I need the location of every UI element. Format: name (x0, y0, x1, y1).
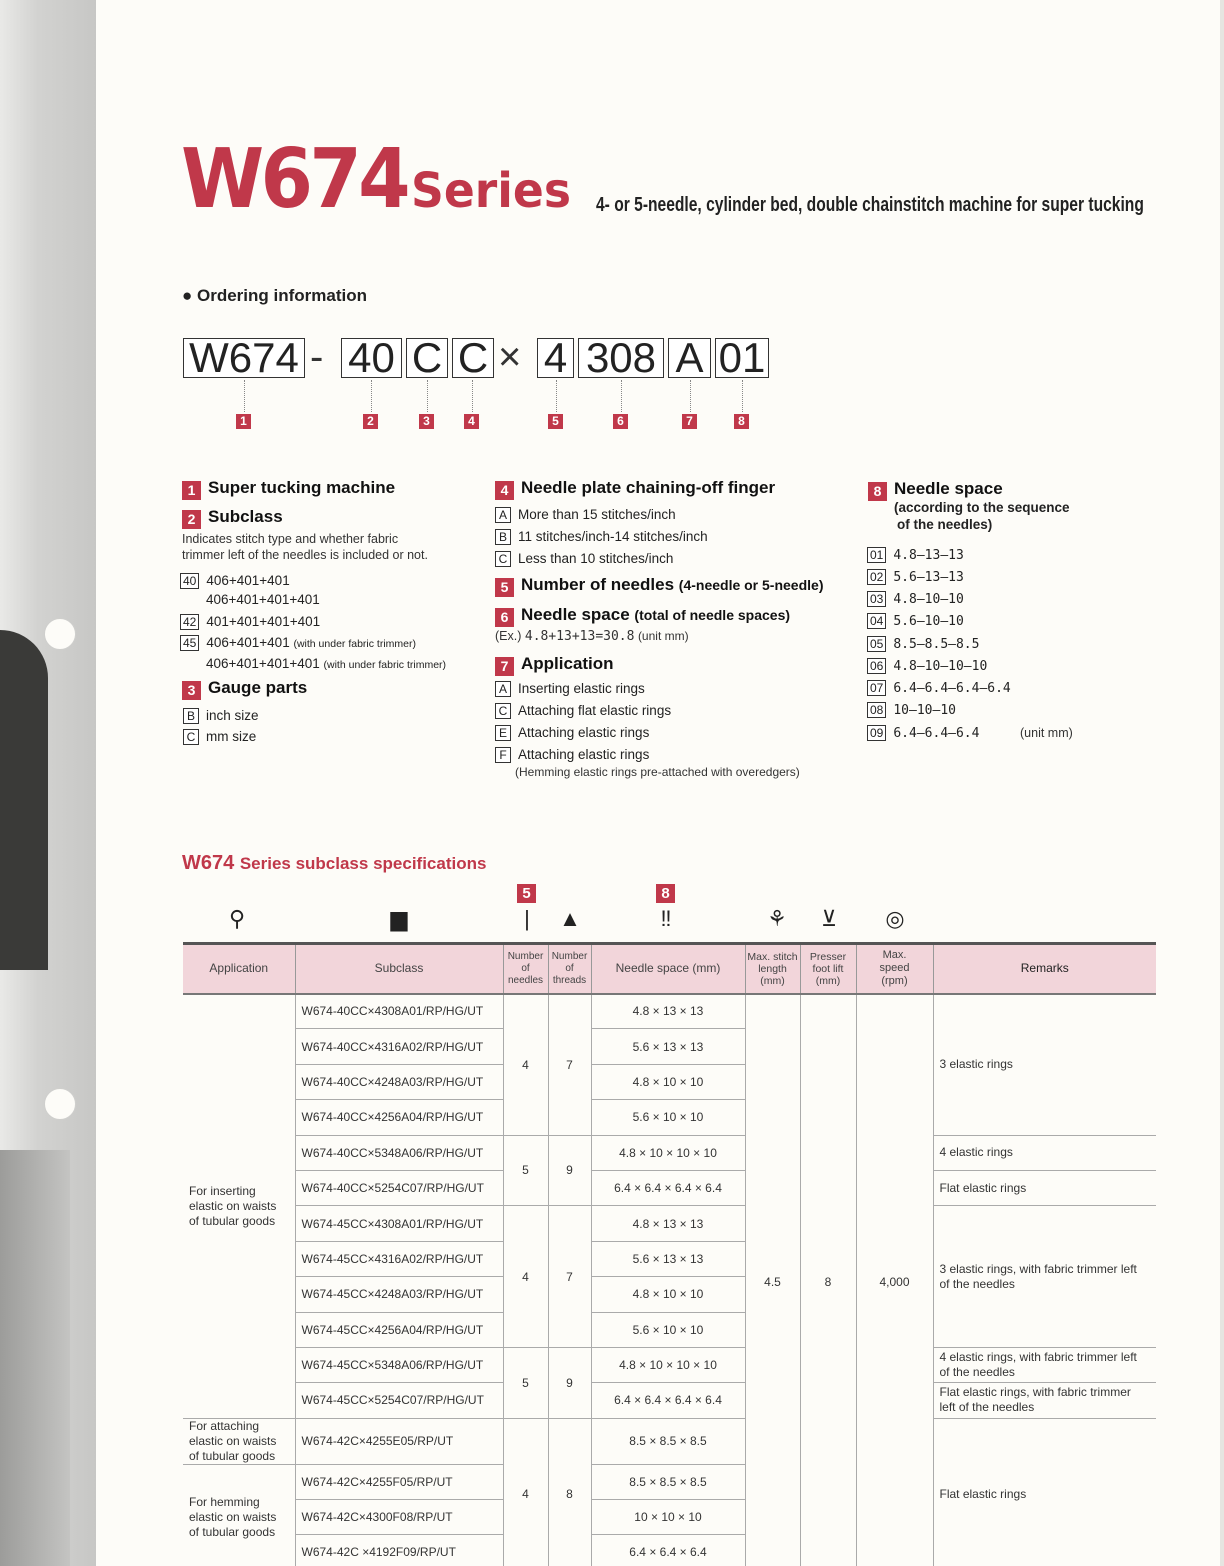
finger-item: C Less than 10 stitches/inch (495, 551, 673, 567)
gauge-item: B inch size (183, 708, 259, 724)
speed-cell: 4,000 (856, 994, 933, 1566)
leader-line (742, 380, 743, 412)
presser-foot-icon: ⊻ (820, 906, 838, 931)
needle-space-icon: ‼ (660, 906, 672, 931)
code-box-finger: C (452, 338, 494, 378)
speed-icon: ◎ (885, 906, 905, 931)
application-item: F Attaching elastic rings (495, 747, 649, 763)
needle-space-cell: 6.4 × 6.4 × 6.4 × 6.4 (591, 1170, 745, 1205)
code-box-needle-space: 01 (715, 338, 769, 378)
header-threads: Number of threads (548, 944, 591, 994)
page-title-model: W674 (181, 132, 407, 227)
needle-space-cell: 5.6 × 10 × 10 (591, 1312, 745, 1347)
needle-space-cell: 10 × 10 × 10 (591, 1500, 745, 1535)
needles-cell: 5 (503, 1135, 548, 1206)
code-box-needles: 4 (537, 338, 574, 378)
table-row (183, 1347, 1156, 1382)
table-row (183, 1206, 1156, 1241)
needle-space-cell: 4.8 × 10 × 10 × 10 (591, 1135, 745, 1170)
needle-space-item: 08 10—10—10 (867, 702, 956, 718)
header-needle-space: Needle space (mm) (591, 944, 745, 994)
needles-cell: 4 (503, 1418, 548, 1566)
subclass-42: 42 401+401+401+401 (180, 614, 320, 630)
application-hemming: For hemming elastic on waists of tubular goods (183, 1464, 295, 1566)
needle-space-item: 04 5.6—10—10 (867, 613, 964, 629)
column-marker-8: 8 (656, 884, 675, 903)
needle-space-cell: 6.4 × 6.4 × 6.4 × 6.4 (591, 1383, 745, 1418)
application-item: A Inserting elastic rings (495, 681, 645, 697)
finger-item: B 11 stitches/inch-14 stitches/inch (495, 529, 708, 545)
binder-shadow (0, 630, 48, 970)
needle-space-item: 01 4.8—13—13 (867, 547, 964, 563)
needle-space-cell: 4.8 × 10 × 10 (591, 1277, 745, 1312)
application-item: C Attaching flat elastic rings (495, 703, 671, 719)
spec-table-title: W674 Series subclass specifications (182, 852, 487, 874)
application-item-note: (Hemming elastic rings pre-attached with overedgers) (515, 765, 800, 779)
marker-2: 2 (363, 414, 378, 429)
application-inserting: For inserting elastic on waists of tubular goods (183, 994, 295, 1419)
gauge-item: C mm size (183, 729, 256, 745)
subclass-40: 40 406+401+401 (180, 573, 290, 589)
marker-1: 1 (236, 414, 251, 429)
remarks-cell: 4 elastic rings, with fabric trimmer left of the needles (933, 1347, 1156, 1382)
needle-space-cell: 6.4 × 6.4 × 6.4 (591, 1535, 745, 1566)
needle-space-item: 03 4.8—10—10 (867, 591, 964, 607)
section-2-heading: 2 Subclass (182, 507, 283, 529)
section-5-heading: 5 Number of needles (4-needle or 5-needle) (495, 575, 823, 597)
section-8-heading: 8 Needle space (868, 479, 1003, 501)
section-3-heading: 3 Gauge parts (182, 678, 307, 700)
threads-cell: 7 (548, 994, 591, 1136)
marker-3: 3 (419, 414, 434, 429)
threads-cell: 9 (548, 1347, 591, 1418)
subclass-cell: W674-42C×4255F05/RP/UT (295, 1464, 503, 1499)
header-application: Application (183, 944, 295, 994)
marker-5: 5 (548, 414, 563, 429)
subclass-cell: W674-45CC×5254C07/RP/HG/UT (295, 1383, 503, 1418)
punch-hole-bottom (44, 1088, 76, 1120)
marker-8: 8 (734, 414, 749, 429)
marker-7: 7 (682, 414, 697, 429)
ordering-heading: ● Ordering information (182, 286, 367, 305)
subclass-cell: W674-42C×4255E05/RP/UT (295, 1418, 503, 1464)
application-attaching: For attaching elastic on waists of tubular goods (183, 1418, 295, 1464)
needles-cell: 4 (503, 1206, 548, 1348)
subclass-40-line2: 406+401+401+401 (206, 592, 320, 607)
stitch-length-cell: 4.5 (745, 994, 800, 1566)
threads-cell: 7 (548, 1206, 591, 1348)
subclass-cell: W674-45CC×4248A03/RP/HG/UT (295, 1277, 503, 1312)
needle-space-item: 09 6.4—6.4—6.4 (867, 725, 979, 741)
needle-space-item: 02 5.6—13—13 (867, 569, 964, 585)
remarks-cell: 3 elastic rings (933, 994, 1156, 1136)
leader-line (556, 380, 557, 412)
needle-space-cell: 5.6 × 13 × 13 (591, 1029, 745, 1064)
needle-space-cell: 5.6 × 13 × 13 (591, 1241, 745, 1276)
section-4-heading: 4 Needle plate chaining-off finger (495, 478, 775, 500)
leader-line (472, 380, 473, 412)
presser-lift-cell: 8 (800, 994, 856, 1566)
column-marker-5: 5 (517, 884, 536, 903)
threads-cell: 9 (548, 1135, 591, 1206)
code-times: × (498, 335, 522, 379)
application-icon: ⚲ (228, 906, 246, 931)
needle-space-cell: 4.8 × 13 × 13 (591, 1206, 745, 1241)
table-row (183, 994, 1156, 1029)
leader-line (244, 380, 245, 412)
stitch-length-icon: ⚘ (767, 906, 787, 931)
application-item: E Attaching elastic rings (495, 725, 649, 741)
binder-shadow-lower (0, 1150, 70, 1566)
header-stitch-length: Max. stitch length (mm) (745, 944, 800, 994)
section-6-example: (Ex.) 4.8+13+13=30.8 (unit mm) (495, 629, 689, 644)
needles-cell: 4 (503, 994, 548, 1136)
subclass-cell: W674-40CC×4308A01/RP/HG/UT (295, 994, 503, 1029)
section-8-note: of the needles) (897, 517, 993, 532)
sewing-machine-icon: ▆ (390, 906, 408, 931)
table-row (183, 1418, 1156, 1464)
subclass-cell: W674-45CC×4308A01/RP/HG/UT (295, 1206, 503, 1241)
needle-space-item: 05 8.5—8.5—8.5 (867, 636, 979, 652)
subclass-cell: W674-45CC×5348A06/RP/HG/UT (295, 1347, 503, 1382)
finger-item: A More than 15 stitches/inch (495, 507, 676, 523)
subclass-cell: W674-40CC×4256A04/RP/HG/UT (295, 1100, 503, 1135)
subclass-45-line2: 406+401+401+401 (with under fabric trimmer) (206, 656, 447, 671)
subclass-cell: W674-45CC×4256A04/RP/HG/UT (295, 1312, 503, 1347)
table-row (183, 1383, 1156, 1418)
code-box-application: A (668, 338, 711, 378)
spec-table (183, 942, 1156, 1566)
subclass-cell: W674-42C×4300F08/RP/UT (295, 1500, 503, 1535)
needle-space-cell: 4.8 × 10 × 10 × 10 (591, 1347, 745, 1382)
marker-4: 4 (464, 414, 479, 429)
page-edge (1220, 0, 1224, 1566)
needle-space-unit: (unit mm) (1020, 726, 1073, 740)
leader-line (690, 380, 691, 412)
subclass-cell: W674-42C ×4192F09/RP/UT (295, 1535, 503, 1566)
needles-cell: 5 (503, 1347, 548, 1418)
punch-hole-top (44, 618, 76, 650)
remarks-cell: 3 elastic rings, with fabric trimmer left of the needles (933, 1206, 1156, 1348)
subclass-cell: W674-45CC×4316A02/RP/HG/UT (295, 1241, 503, 1276)
subclass-cell: W674-40CC×5348A06/RP/HG/UT (295, 1135, 503, 1170)
header-subclass: Subclass (295, 944, 503, 994)
remarks-cell: Flat elastic rings (933, 1170, 1156, 1205)
section-2-desc: Indicates stitch type and whether fabric (182, 532, 399, 546)
needle-space-cell: 4.8 × 13 × 13 (591, 994, 745, 1029)
subclass-cell: W674-40CC×4316A02/RP/HG/UT (295, 1029, 503, 1064)
table-header-row (183, 944, 1156, 994)
section-7-heading: 7 Application (495, 654, 614, 676)
remarks-cell: Flat elastic rings (933, 1418, 1156, 1566)
page-subtitle: 4- or 5-needle, cylinder bed, double chainstitch machine for super tucking (596, 194, 1144, 216)
needle-space-cell: 8.5 × 8.5 × 8.5 (591, 1418, 745, 1464)
needle-space-cell: 5.6 × 10 × 10 (591, 1100, 745, 1135)
leader-line (371, 380, 372, 412)
remarks-cell: 4 elastic rings (933, 1135, 1156, 1170)
subclass-45: 45 406+401+401 (with under fabric trimmer) (180, 635, 416, 651)
leader-line (427, 380, 428, 412)
section-8-note: (according to the sequence (894, 500, 1070, 515)
marker-6: 6 (613, 414, 628, 429)
code-box-subclass: 40 (341, 338, 402, 378)
code-box-gauge: C (406, 338, 448, 378)
section-1-heading: 1 Super tucking machine (182, 478, 395, 500)
code-box-space: 308 (578, 338, 664, 378)
section-6-heading: 6 Needle space (total of needle spaces) (495, 605, 790, 627)
table-row (183, 1170, 1156, 1205)
subclass-cell: W674-40CC×5254C07/RP/HG/UT (295, 1170, 503, 1205)
subclass-cell: W674-40CC×4248A03/RP/HG/UT (295, 1064, 503, 1099)
thread-cone-icon: ▲ (559, 906, 581, 931)
header-presser-lift: Presser foot lift (mm) (800, 944, 856, 994)
threads-cell: 8 (548, 1418, 591, 1566)
table-row (183, 1135, 1156, 1170)
code-box-model: W674 (183, 338, 305, 378)
needle-space-item: 06 4.8—10—10—10 (867, 658, 987, 674)
header-speed: Max. speed (rpm) (856, 944, 933, 994)
code-dash: - (310, 335, 324, 379)
page-title-series: Series (411, 163, 571, 219)
remarks-cell: Flat elastic rings, with fabric trimmer left of the needles (933, 1383, 1156, 1418)
needle-space-item: 07 6.4—6.4—6.4—6.4 (867, 680, 1011, 696)
needle-space-cell: 4.8 × 10 × 10 (591, 1064, 745, 1099)
needle-icon: | (524, 906, 530, 931)
header-remarks: Remarks (933, 944, 1156, 994)
section-2-desc: trimmer left of the needles is included or not. (182, 548, 428, 562)
header-needles: Number of needles (503, 944, 548, 994)
needle-space-cell: 8.5 × 8.5 × 8.5 (591, 1464, 745, 1499)
leader-line (621, 380, 622, 412)
